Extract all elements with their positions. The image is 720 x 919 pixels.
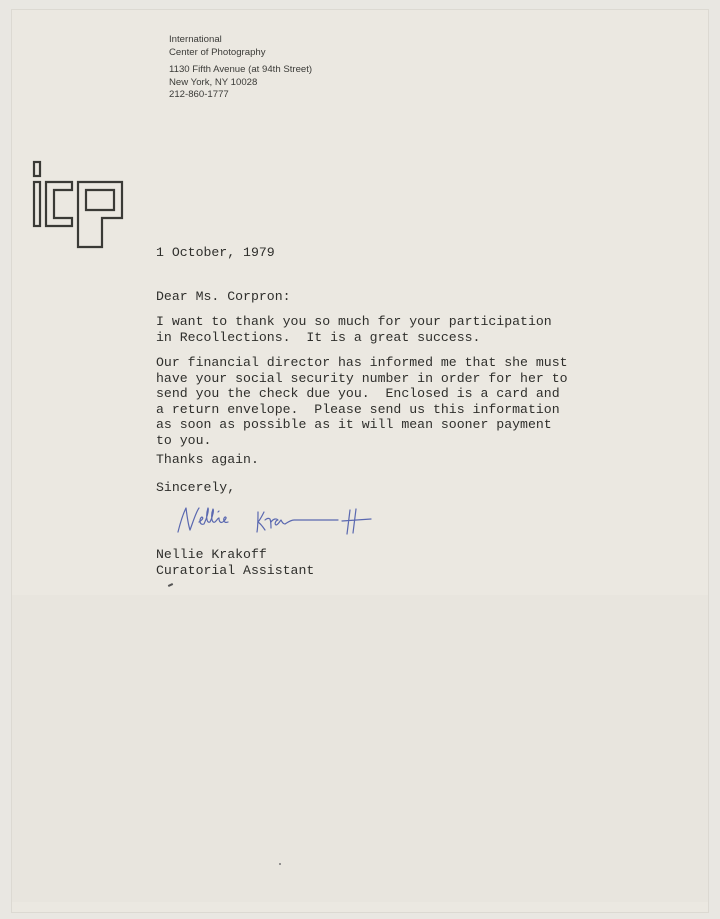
paragraph-1-line1: I want to thank you so much for your participation — [156, 314, 552, 329]
logo-p — [78, 182, 122, 247]
salutation: Dear Ms. Corpron: — [156, 289, 291, 304]
org-name-line1: International — [169, 34, 222, 45]
paragraph-1-line2: in Recollections. It is a great success. — [156, 329, 481, 345]
phone-number: 212-860-1777 — [169, 89, 229, 100]
signer-title: Curatorial Assistant — [156, 562, 315, 578]
signer-name: Nellie Krakoff — [156, 547, 267, 562]
paragraph-2-line1: Our financial director has informed me that she must — [156, 355, 568, 370]
logo-c — [46, 182, 72, 226]
icp-logo — [28, 152, 128, 252]
paragraph-2-line3: send you the check due you. Enclosed is a card and — [156, 386, 560, 402]
paragraph-1 — [156, 314, 552, 345]
handwritten-signature — [166, 500, 386, 540]
address-line1: 1130 Fifth Avenue (at 94th Street) — [169, 64, 313, 75]
letterhead — [169, 34, 312, 102]
paragraph-2 — [156, 355, 568, 449]
paragraph-2-line4: a return envelope. Please send us this information — [156, 401, 560, 417]
closing: Sincerely, — [156, 480, 236, 495]
logo-i-dot — [34, 162, 40, 176]
paper-speck — [279, 863, 281, 865]
paragraph-2-line6: to you. — [156, 432, 212, 448]
paragraph-2-line2: have your social security number in order for her to — [156, 370, 568, 386]
signer-block — [156, 547, 314, 578]
org-name-line2: Center of Photography — [169, 46, 266, 58]
paragraph-2-line5: as soon as possible as it will mean sooner payment — [156, 417, 552, 433]
address-line2: New York, NY 10028 — [169, 76, 258, 88]
letter-date: 1 October, 1979 — [156, 245, 275, 260]
paper-fold-shade — [12, 595, 708, 902]
logo-i-stem — [34, 182, 40, 226]
thanks-line: Thanks again. — [156, 452, 259, 467]
